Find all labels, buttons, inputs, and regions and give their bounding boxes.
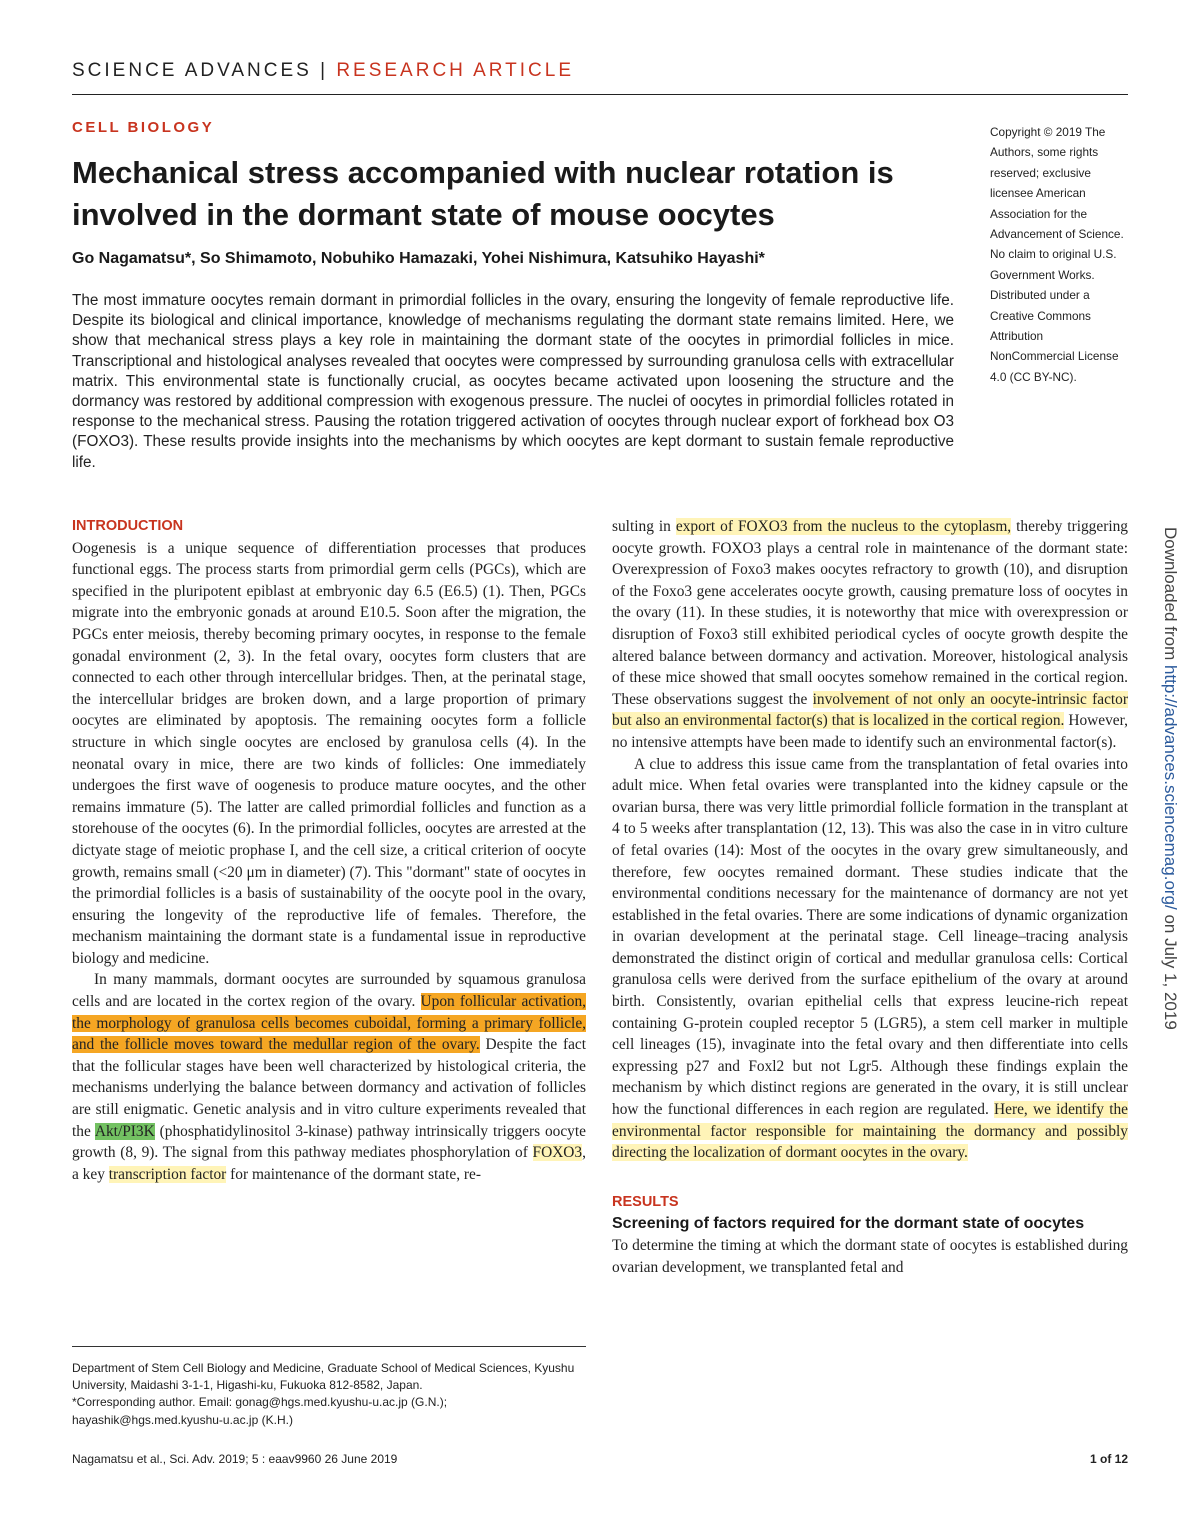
text-segment: (phosphatidylinositol 3-kinase) pathway intrinsically triggers oocyte growth (8, 9). The signal from this pathway mediates phosphorylation of — [72, 1122, 586, 1162]
text-segment: A clue to address this issue came from the transplantation of fetal ovaries into adult mice. When fetal ovaries were transplanted into the kidney capsule or the ovarian bursa, there was very little primordial follicle formation in the transplant at 4 to 5 weeks after transplantation (12, 13). This was also the case in in vitro culture of fetal ovaries (14): Most of the oocytes in the ovary grew simultaneously, and therefore, few oocytes remained dormant. These studies indicate that the environmental conditions necessary for the maintenance of dormancy are not yet established in the fetal ovaries. There are some indications of dynamic organization in ovarian development at the perinatal stage. Cell lineage–tracing analysis demonstrated the distinct origin of cortical and medullar granulosa cells: Cortical granulosa cells were derived from the surface epithelium of the ovary at around birth. Consistently, ovarian epithelial cells that express leucine-rich repeat containing G-protein coupled receptor 5 (LGR5), a stem cell marker in multiple cell lineages (15), invaginate into the fetal ovary and then differentiate into cells expressing p27 and Foxl2 but not Lgr5. Although these findings explain the mechanism by which distinct regions are generated in the ovary, it is still unclear how the functional differences in each region are regulated. — [612, 755, 1128, 1119]
article-title: Mechanical stress accompanied with nuclear rotation is involved in the dormant state of mouse oocytes — [72, 155, 894, 232]
results-subheading: Screening of factors required for the dormant state of oocytes — [612, 1215, 1085, 1233]
text-segment: However, no intensive attempts have been made to identify such an environmental factor(s). — [612, 712, 1128, 751]
download-link[interactable]: http://advances.sciencemag.org/ — [1161, 664, 1180, 910]
text-segment: sulting in — [612, 518, 671, 535]
journal-header — [72, 60, 1128, 95]
page-number: 1 of 12 — [1089, 1452, 1128, 1466]
text-segment: In many mammals, dormant oocytes are surrounded by squamous granulosa cells and are located in the cortex region of the ovary. — [72, 971, 586, 1011]
author-list: Go Nagamatsu*, So Shimamoto, Nobuhiko Hamazaki, Yohei Nishimura, Katsuhiko Hayashi* — [72, 250, 765, 267]
text-segment: , a key — [72, 1144, 586, 1183]
left-column — [72, 516, 586, 1185]
yellow-highlight: export of FOXO3 from the nucleus to the cytoplasm, — [675, 518, 1012, 535]
affiliation-footnote — [72, 1346, 586, 1429]
article-type: RESEARCH ARTICLE — [336, 60, 575, 81]
right-column — [612, 516, 1128, 1278]
intro-paragraph-2 — [72, 969, 586, 1185]
copyright-notice: Copyright © 2019 The Authors, some rights reserved; exclusive licensee American Association for the Advancement of Science. No claim to original U.S. Government Works. Distributed under a Creative Commons Attribution NonCommercial License 4.0 (CC BY-NC). — [990, 125, 1124, 384]
intro-paragraph-1: Oogenesis is a unique sequence of differentiation processes that produces functional eggs. The process starts from primordial germ cells (PGCs), which are specified in the pluripotent epiblast at embryonic day 6.5 (E6.5) (1). Then, PGCs migrate into the embryonic gonads at around E10.5. Soon after the migration, the PGCs enter meiosis, thereby becoming primary oocytes, in response to the female gonadal environment (2, 3). In the fetal ovary, oocytes form clusters that are connected to each other through intercellular bridges. Then, at the perinatal stage, the intercellular bridges are broken down, and a large proportion of primary oocytes are eliminated by apoptosis. The remaining oocytes form a follicle structure in which single oocytes are enclosed by granulosa cells (4). In the neonatal ovary in mice, there are two kinds of follicles: One immediately undergoes the first wave of oogenesis to produce mature oocytes, and the other remains immature (5). The latter are called primordial follicles and function as a storehouse of the oocytes (6). In the primordial follicles, oocytes are arrested at the dictyate stage of meiotic prophase I, and the cell size, a critical criterion of oocyte growth, remains small (<20 μm in diameter) (7). This "dormant" state of oocytes in the primordial follicles is a basis of sustainability of the oocyte pool in the ovary, ensuring the longevity of the reproductive life of females. Therefore, the mechanism maintaining the dormant state is a fundamental issue in reproductive biology and medicine. — [72, 539, 586, 967]
col2-paragraph-2 — [612, 754, 1128, 1164]
text-segment: Despite the fact that the follicular stages have been well characterized by histological criteria, the mechanisms underlying the balance between dormancy and activation of follicles are still enigmatic. Genetic analysis and in vitro culture experiments revealed that the — [72, 1036, 587, 1140]
yellow-highlight: transcription factor — [108, 1165, 227, 1183]
download-suffix: on July 1, 2019 — [1161, 914, 1180, 1030]
text-segment: thereby triggering oocyte growth. FOXO3 plays a central role in maintenance of the dormant state: Overexpression of Foxo3 makes oocytes refractory to growth (10), and disruption of the Foxo3 gene accelerates oocyte growth, causing premature loss of oocytes in the ovary (11). In these studies, it is noteworthy that mice with overexpression or disruption of Foxo3 still exhibited periodical cycles of oocyte growth despite the altered balance between dormancy and activation. Moreover, histological analysis of these mice showed that small oocytes somehow remained in the cortical region. These observations suggest the — [612, 518, 1128, 708]
download-sidebar — [1158, 527, 1180, 1347]
header-separator: | — [320, 60, 329, 81]
yellow-highlight: involvement of not only an oocyte-intrinsic factor but also an environmental factor(s) that is localized in the cortical region. — [612, 690, 1129, 730]
citation: Nagamatsu et al., Sci. Adv. 2019; 5 : eaav9960 26 June 2019 — [72, 1452, 398, 1466]
section-label: CELL BIOLOGY — [72, 119, 215, 136]
yellow-highlight: FOXO3 — [532, 1144, 583, 1162]
affiliation: Department of Stem Cell Biology and Medicine, Graduate School of Medical Sciences, Kyushu University, Maidashi 3-1-1, Higashi-ku, Fukuoka 812-8582, Japan. — [72, 1361, 575, 1393]
results-heading: RESULTS — [612, 1193, 679, 1210]
corresponding-author: *Corresponding author. Email: gonag@hgs.med.kyushu-u.ac.jp (G.N.); hayashik@hgs.med.kyushu-u.ac.jp (K.H.) — [72, 1395, 448, 1427]
orange-highlight: Upon follicular activation, the morphology of granulosa cells becomes cuboidal, forming a primary follicle, and the follicle moves toward the medullar region of the ovary. — [72, 993, 586, 1054]
text-segment: for maintenance of the dormant state, re- — [230, 1165, 481, 1183]
yellow-highlight: Here, we identify the environmental factor responsible for maintaining the dormancy and possibly directing the localization of dormant oocytes in the ovary. — [612, 1101, 1128, 1162]
results-paragraph: To determine the timing at which the dormant state of oocytes is established during ovarian development, we transplanted fetal and — [612, 1237, 1128, 1276]
green-highlight: Akt/PI3K — [94, 1122, 155, 1140]
download-prefix: Downloaded from — [1161, 527, 1180, 661]
introduction-heading: INTRODUCTION — [72, 518, 184, 534]
journal-name: SCIENCE ADVANCES — [72, 60, 312, 81]
abstract: The most immature oocytes remain dormant in primordial follicles in the ovary, ensuring the longevity of female reproductive life. Despite its biological and clinical importance, knowledge of mechanisms regulating the dormant state remains limited. Here, we show that mechanical stress plays a key role in maintaining the dormant state of the oocytes in primordial follicles in mice. Transcriptional and histological analyses revealed that oocytes were compressed by surrounding granulosa cells with extracellular matrix. This environmental state is functionally crucial, as oocytes became activated upon loosening the structure and the dormancy was restored by additional compression with exogenous pressure. The nuclei of oocytes in primordial follicles rotated in response to the mechanical stress. Pausing the rotation triggered activation of oocytes through nuclear export of forkhead box O3 (FOXO3). These results provide insights into the mechanisms by which oocytes are kept dormant to sustain female reproductive life. — [72, 292, 954, 471]
col2-paragraph-1 — [612, 516, 1128, 754]
